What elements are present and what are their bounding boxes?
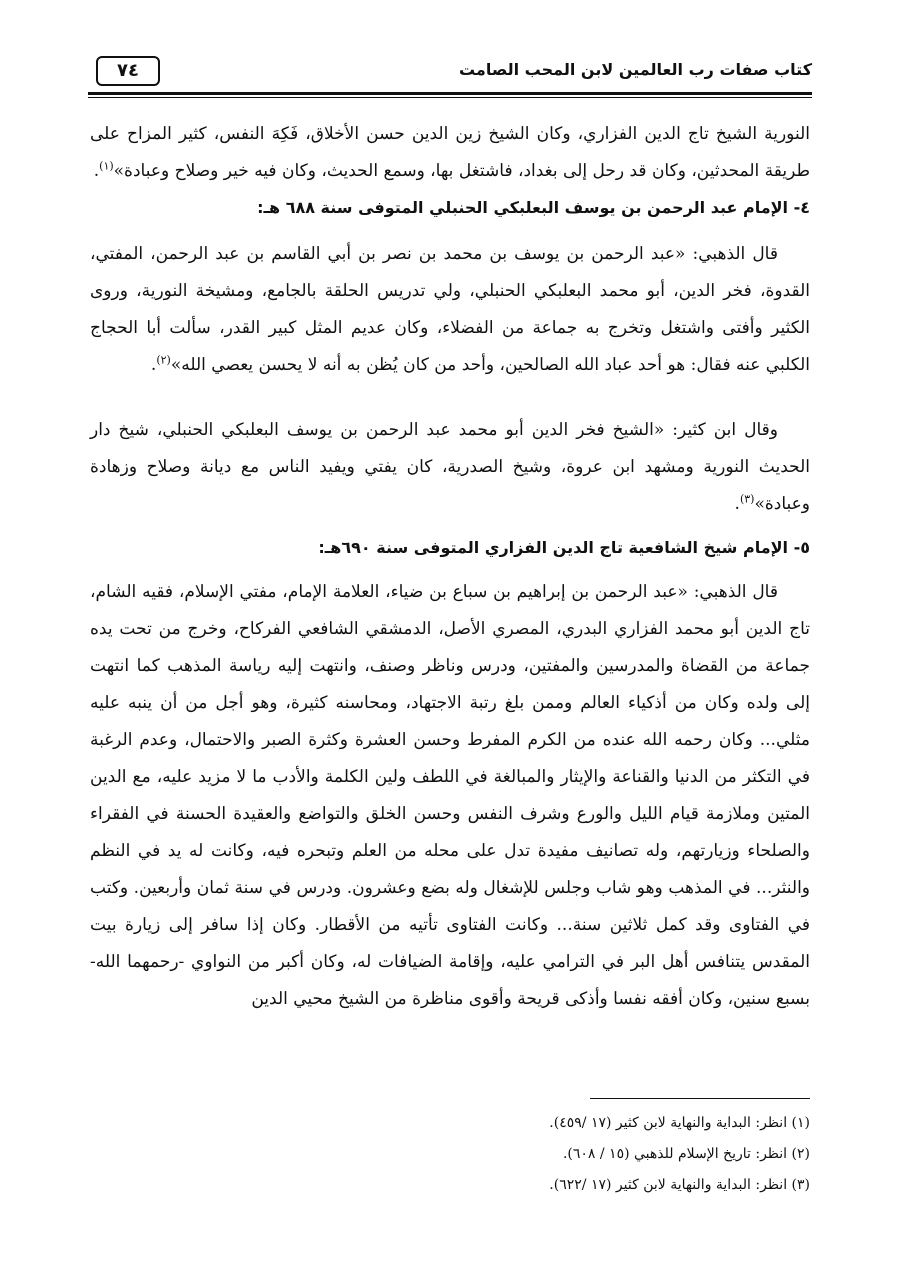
footnote-ref: (٣)	[739, 492, 755, 506]
paragraph-end: .	[93, 161, 100, 181]
footnote-ref: (١)	[99, 159, 114, 173]
paragraph-text: قال الذهبي: «عبد الرحمن بن إبراهيم بن سباع بن ضياء، العلامة الإمام، مفتي الإسلام، فقيه الشام، تاج الدين أبو محمد الفزاري البدري، المصري الأصل، الدمشقي الشافعي الفركاح، وخرج من تحت يده جماعة من القضاة والمدرسين والمفتين، ودرس وناظر وصنف، وانتهت إليه رياسة المذهب كما انتهت إلى ولده وكان من أذكياء العالم وممن بلغ رتبة الاجتهاد، ومحاسنه كثيرة، وهو أجل من أن ينبه عليه مثلي... وكان رحمه الله عنده من الكرم المفرط وحسن العشرة وكثرة الصبر والاحتمال، وعدم الرغبة في التكثر من الدنيا والقناعة والإيثار والمبالغة في اللطف ولين الكلمة والأدب ما لا مزيد عليه، مع الدين المتين وملازمة قيام الليل والورع وشرف النفس وحسن الخلق والتواضع والعقيدة الحسنة في الفقراء والصلحاء وزيارتهم، وله تصانيف مفيدة تدل على محله من العلم وتبحره فيه، وكانت له يد في النظم والنثر... في المذهب وهو شاب وجلس للإشغال وله بضع وعشرون. ودرس في سنة ثمان وأربعين. وكتب في الفتاوى وقد كمل ثلاثين سنة... وكانت الفتاوى تأتيه من الأقطار. وكان إذا سافر إلى زيارة بيت المقدس يتنافس أهل البر في الترامي عليه، وإقامة الضيافات له، وكان أكبر من النواوي -رحمهما الله- بسبع سنين، وكان أفقه نفسا وأذكى قريحة وأقوى مناظرة من الشيخ محيي الدين	[90, 582, 810, 1009]
paragraph-continuation	[90, 116, 810, 190]
footnote-2: (٢) انظر: تاريخ الإسلام للذهبي (١٥ / ٦٠٨).	[562, 1146, 810, 1162]
footnote-3: (٣) انظر: البداية والنهاية لابن كثير (١٧ /٦٢٢).	[549, 1177, 810, 1193]
paragraph-text: النورية الشيخ تاج الدين الفزاري، وكان الشيخ زين الدين حسن الأخلاق، فَكِهَ النفس، كثير المزاح على طريقة المحدثين، وكان قد رحل إلى بغداد، فاشتغل بها، وسمع الحديث، وكان فيه خير وصلاح وعبادة»	[90, 124, 810, 181]
paragraph-dhahabi-1	[90, 236, 810, 384]
page-header	[88, 52, 812, 98]
paragraph-dhahabi-2	[90, 574, 810, 1018]
footnote-1: (١) انظر: البداية والنهاية لابن كثير (١٧ /٤٥٩).	[549, 1115, 810, 1131]
page-number: ٧٤	[96, 56, 160, 86]
footnote-ref: (٢)	[156, 353, 171, 367]
book-title: كتاب صفات رب العالمين لابن المحب الصامت	[458, 60, 812, 79]
header-rule	[88, 92, 812, 98]
paragraph-ibn-kathir	[90, 412, 810, 523]
section-heading-5: ٥- الإمام شيخ الشافعية تاج الدين الفزاري المتوفى سنة ٦٩٠هـ:	[318, 538, 810, 557]
paragraph-text: وقال ابن كثير: «الشيخ فخر الدين أبو محمد عبد الرحمن بن يوسف البعلبكي الحنبلي، شيخ دار الحديث النورية ومشهد ابن عروة، وشيخ الصدرية، كان يفتي ويفيد الناس مع ديانة وصلاح وزهادة وعبادة»	[90, 420, 810, 514]
section-heading-4: ٤- الإمام عبد الرحمن بن يوسف البعلبكي الحنبلي المتوفى سنة ٦٨٨ هـ:	[257, 198, 810, 217]
paragraph-end: .	[734, 494, 740, 514]
paragraph-end: .	[150, 355, 157, 375]
footnote-separator	[590, 1098, 810, 1099]
paragraph-text: قال الذهبي: «عبد الرحمن بن يوسف بن محمد بن نصر بن أبي القاسم بن عبد الرحمن، المفتي، القدوة، فخر الدين، أبو محمد البعلبكي الحنبلي، ولي تدريس الحلقة بالجامع، ومشيخة النورية، وروى الكثير وأفتى واشتغل وتخرج به جماعة من الفضلاء، وكان عديم المثل كبير القدر، سألت أبا الحجاج الكلبي عنه فقال: هو أحد عباد الله الصالحين، وأحد من كان يُظن به أنه لا يحسن يعصي الله»	[90, 244, 810, 375]
footnotes	[90, 1108, 810, 1201]
